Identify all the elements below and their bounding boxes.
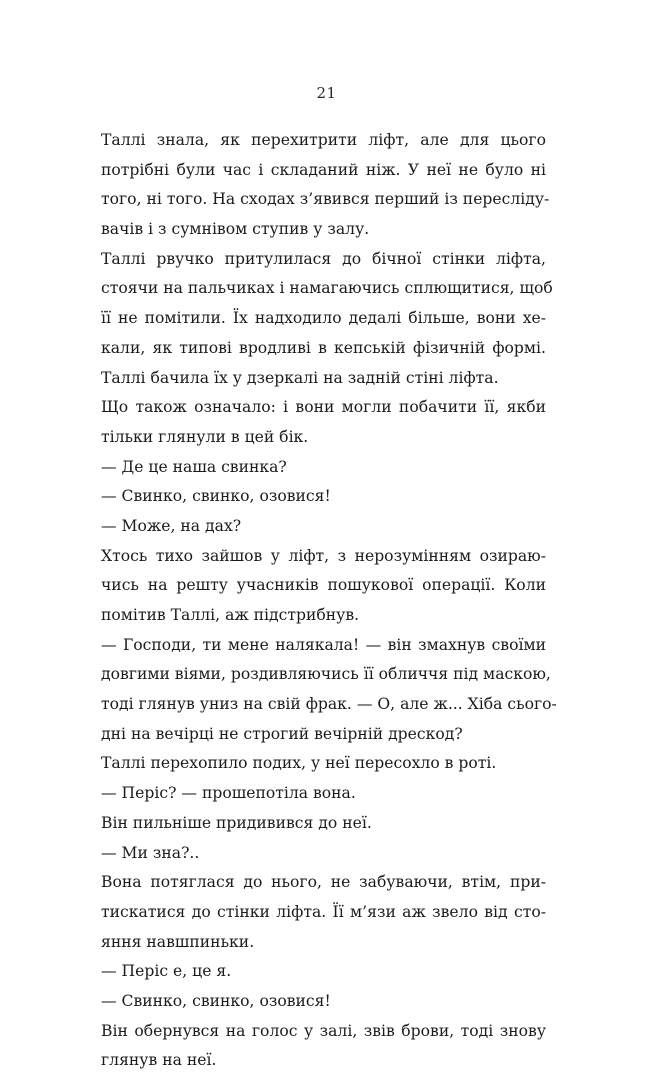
text-line: тоді глянув униз на свій фрак. — О, але ж... Хіба сього- bbox=[101, 695, 557, 714]
text-line: того, ні того. На сходах з’явився перший із пересліду- bbox=[101, 190, 550, 209]
body-text bbox=[101, 126, 557, 1076]
text-line: помітив Таллі, аж підстрибнув. bbox=[101, 606, 360, 624]
text-line: Вона потяглася до нього, не забуваючи, втім, при- bbox=[101, 873, 546, 892]
text-line: Що також означало: і вони могли побачити її, якби bbox=[101, 398, 546, 417]
text-line: стоячи на пальчиках і намагаючись сплющитися, щоб bbox=[101, 279, 553, 298]
text-line: тільки глянули в цей бік. bbox=[101, 427, 309, 446]
text-line: Таллі рвучко притулилася до бічної стінки ліфта, bbox=[101, 249, 546, 268]
page-number: 21 bbox=[316, 84, 337, 102]
dialogue-line: — Періс? — прошепотіла вона. bbox=[101, 784, 356, 803]
text-line: тискатися до стінки ліфта. Її м’язи аж звело від сто- bbox=[101, 902, 546, 921]
dialogue-line: — Періс е, це я. bbox=[101, 962, 232, 981]
text-line: Таллі бачила їх у дзеркалі на задній стіні ліфта. bbox=[101, 368, 499, 387]
dialogue-line: — Свинко, свинко, озовися! bbox=[101, 487, 331, 506]
text-line: потрібні були час і складаний ніж. У неї не було ні bbox=[101, 160, 546, 179]
text-line: Він пильніше придивився до неї. bbox=[101, 813, 372, 832]
text-line: дні на вечірці не строгий вечірній дрескод? bbox=[101, 724, 463, 743]
text-line: довгими віями, роздивляючись її обличчя під маскою, bbox=[101, 665, 551, 684]
dialogue-line: — Де це наша свинка? bbox=[101, 457, 287, 476]
text-line: яння навшпиньки. bbox=[101, 932, 255, 951]
text-line: чись на решту учасників пошукової операції. Коли bbox=[101, 576, 546, 595]
text-line: вачів і з сумнівом ступив у залу. bbox=[101, 220, 370, 239]
dialogue-line: — Може, на дах? bbox=[101, 516, 242, 535]
dialogue-line: — Свинко, свинко, озовися! bbox=[101, 991, 331, 1010]
text-line: — Господи, ти мене налякала! — він змахнув своїми bbox=[101, 635, 546, 654]
text-line: Таллі знала, як перехитрити ліфт, але для цього bbox=[101, 131, 546, 149]
text-line: глянув на неї. bbox=[101, 1051, 217, 1070]
dialogue-line: — Ми зна?.. bbox=[101, 843, 200, 862]
text-line: кали, як типові вродливі в кепській фізичній формі. bbox=[101, 338, 546, 357]
text-line: її не помітили. Їх надходило дедалі більше, вони хе- bbox=[101, 309, 546, 328]
text-line: Хтось тихо зайшов у ліфт, з нерозумінням озираю- bbox=[101, 546, 546, 565]
text-line: Він обернувся на голос у залі, звів брови, тоді знову bbox=[101, 1021, 546, 1040]
text-line: Таллі перехопило подих, у неї пересохло в роті. bbox=[101, 754, 497, 773]
